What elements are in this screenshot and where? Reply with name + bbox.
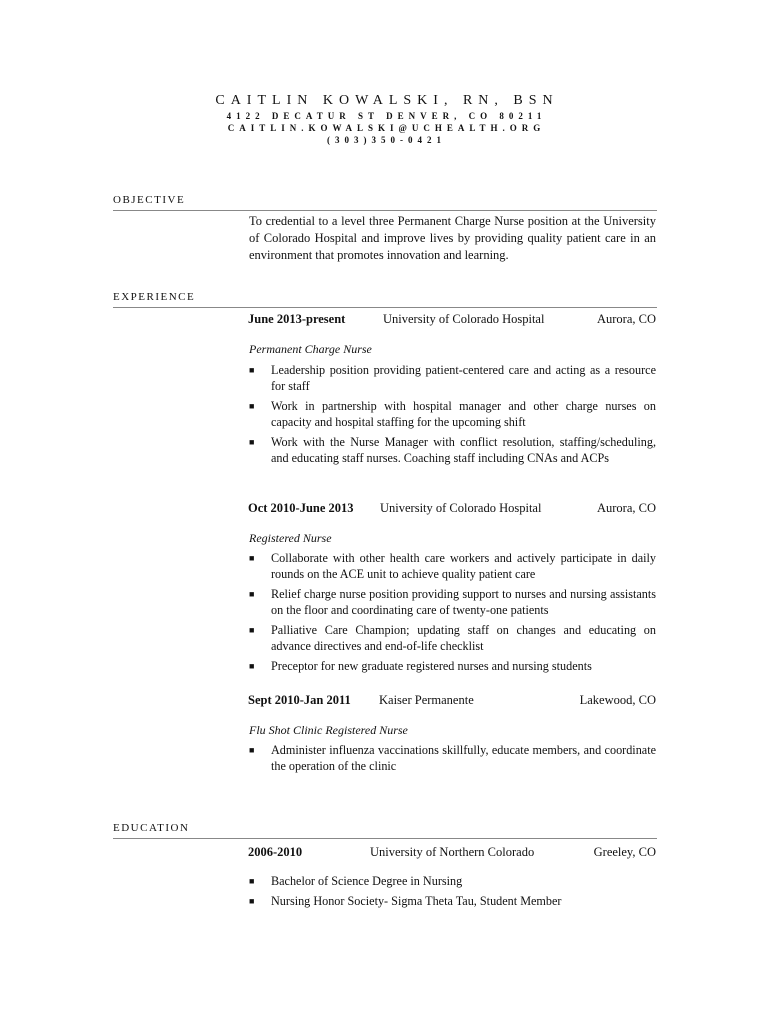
job-dates: Oct 2010-June 2013 <box>248 501 354 515</box>
list-item: ■ Bachelor of Science Degree in Nursing <box>249 874 463 888</box>
job-location: Aurora, CO <box>596 312 656 326</box>
list-item: ■ Nursing Honor Society- Sigma Theta Tau, Student Member <box>249 894 562 908</box>
job-dates: June 2013-present <box>248 312 346 326</box>
education-location: Greeley, CO <box>593 845 656 859</box>
job-organization: Kaiser Permanente <box>379 693 474 707</box>
list-item: ■ Leadership position providing patient-centered care and acting as a resource for staff <box>249 363 656 393</box>
bullet-icon: ■ <box>249 437 255 447</box>
job-duties-list <box>249 550 656 678</box>
education-row <box>248 843 656 861</box>
education-school: University of Northern Colorado <box>370 845 535 859</box>
job-title: Permanent Charge Nurse <box>249 342 372 356</box>
list-item: ■ Collaborate with other health care workers and actively participate in daily rounds on the ACE unit to achieve quality patient care <box>249 551 656 581</box>
candidate-name: CAITLIN KOWALSKI, RN, BSN <box>215 93 559 108</box>
job-organization: University of Colorado Hospital <box>380 501 542 515</box>
job-location: Lakewood, CO <box>579 693 656 707</box>
bullet-icon: ■ <box>249 876 255 886</box>
list-item: ■ Administer influenza vaccinations skillfully, educate members, and coordinate the operation of the clinic <box>249 743 656 773</box>
education-heading: EDUCATION <box>113 822 657 839</box>
job-duties-list <box>249 362 656 470</box>
bullet-icon: ■ <box>249 401 255 411</box>
experience-heading: EXPERIENCE <box>113 291 657 308</box>
objective-heading: OBJECTIVE <box>113 194 657 211</box>
job-row <box>248 310 656 328</box>
job-duties-list <box>249 742 656 778</box>
bullet-icon: ■ <box>249 589 255 599</box>
list-item: ■ Relief charge nurse position providing support to nurses and nursing assistants on the floor and coordinating care of twenty-one patients <box>249 587 656 617</box>
bullet-icon: ■ <box>249 745 255 755</box>
bullet-icon: ■ <box>249 365 255 375</box>
bullet-icon: ■ <box>249 553 255 563</box>
objective-text: To credential to a level three Permanent Charge Nurse position at the University of Colorado Hospital and improve lives by providing quality patient care in an environment that promotes innovation and learning. <box>249 214 656 262</box>
bullet-icon: ■ <box>249 661 255 671</box>
list-item: ■ Work in partnership with hospital manager and other charge nurses on capacity and hospital staffing for the upcoming shift <box>249 399 656 429</box>
resume-header <box>0 92 768 146</box>
list-item: ■ Palliative Care Champion; updating staff on changes and educating on advance directives and end-of-life checklist <box>249 623 656 653</box>
phone: (303)350-0421 <box>327 135 446 145</box>
job-location: Aurora, CO <box>596 501 656 515</box>
job-dates: Sept 2010-Jan 2011 <box>248 693 351 707</box>
job-title: Flu Shot Clinic Registered Nurse <box>249 723 408 737</box>
job-row <box>248 691 656 709</box>
email: CAITLIN.KOWALSKI@UCHEALTH.ORG <box>227 123 546 133</box>
list-item: ■ Preceptor for new graduate registered nurses and nursing students <box>249 659 592 673</box>
list-item: ■ Work with the Nurse Manager with conflict resolution, staffing/scheduling, and educating staff nurses. Coaching staff including CNAs and ACPs <box>249 435 656 465</box>
job-organization: University of Colorado Hospital <box>383 312 545 326</box>
bullet-icon: ■ <box>249 625 255 635</box>
bullet-icon: ■ <box>249 896 255 906</box>
job-row <box>248 499 656 517</box>
address: 4122 DECATUR ST DENVER, CO 80211 <box>226 111 547 121</box>
education-list <box>249 873 656 913</box>
job-title: Registered Nurse <box>249 531 332 545</box>
education-dates: 2006-2010 <box>248 845 303 859</box>
